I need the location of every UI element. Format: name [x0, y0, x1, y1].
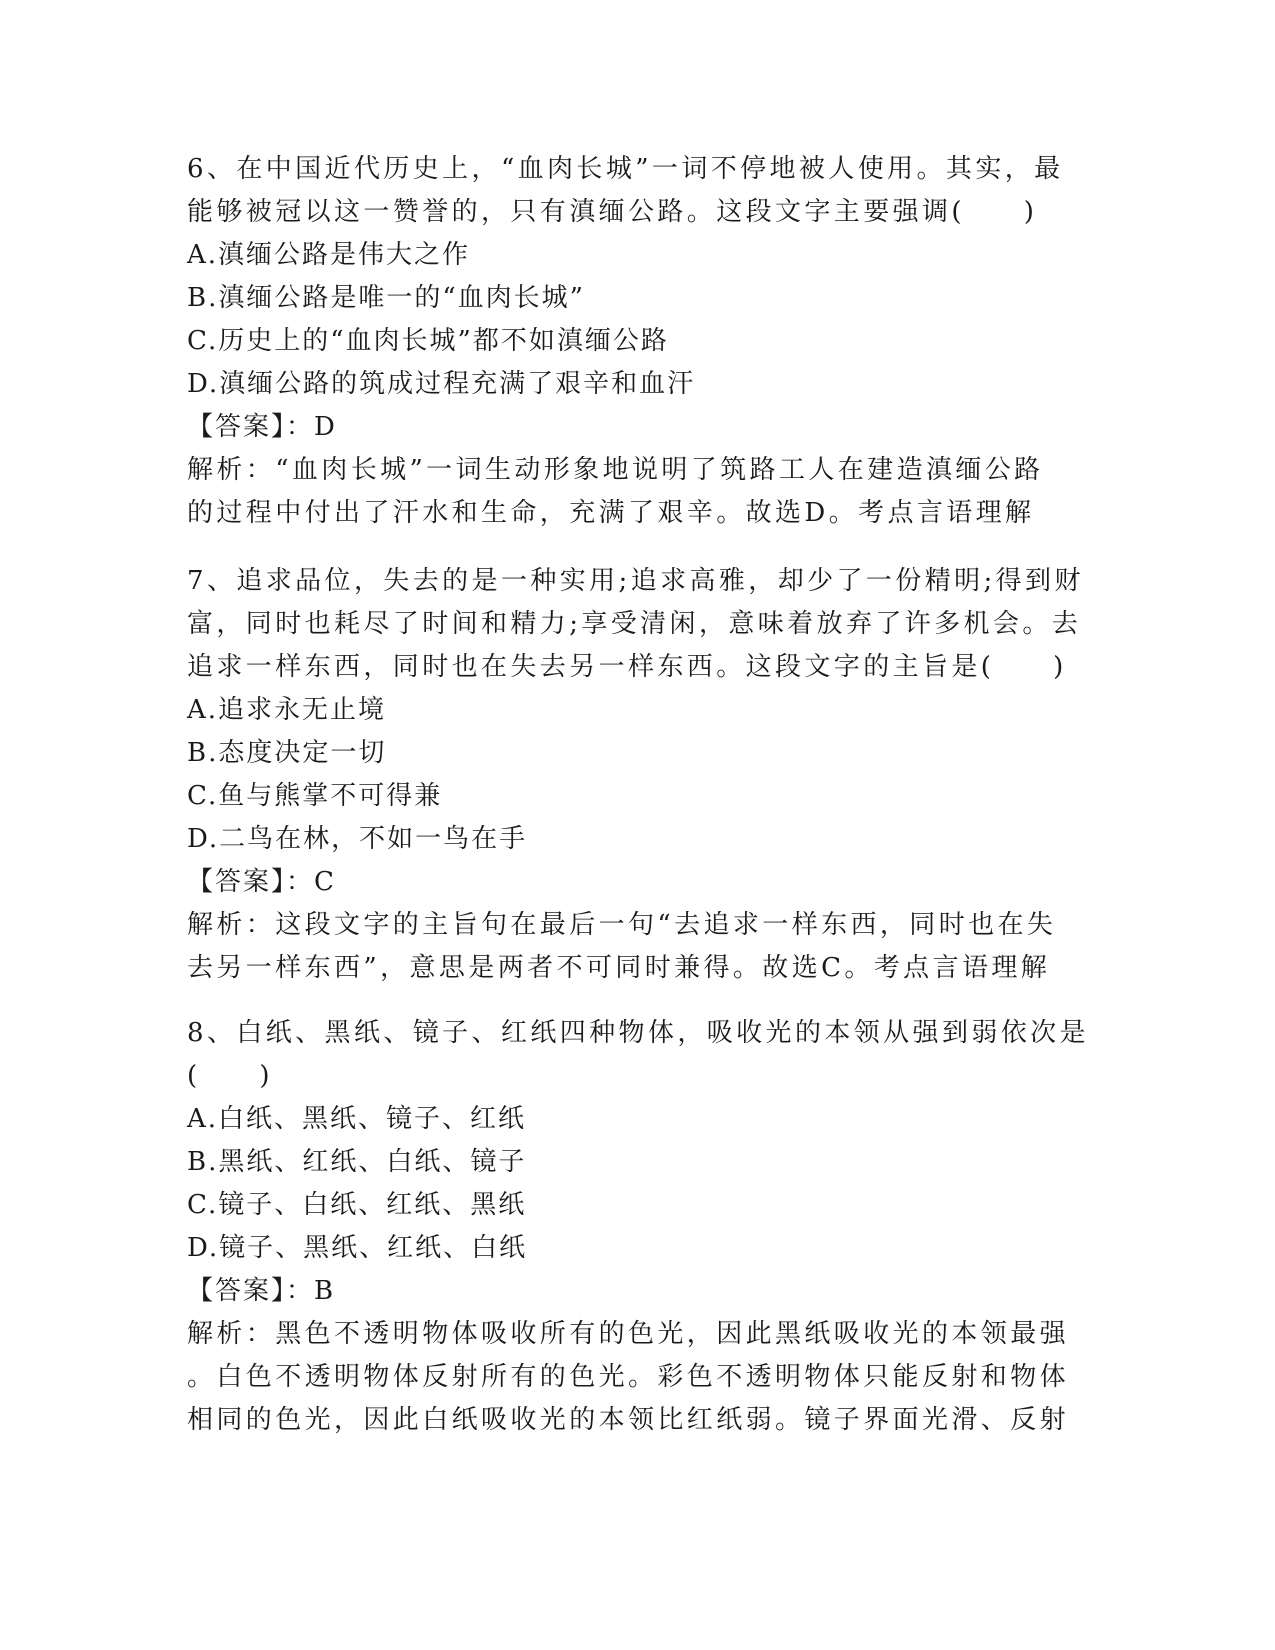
option-b: B.滇缅公路是唯一的“血肉长城”: [187, 283, 585, 313]
option-d: D.二鸟在林，不如一鸟在手: [187, 824, 528, 854]
option-d: D.滇缅公路的筑成过程充满了艰辛和血汗: [187, 369, 696, 399]
question-8: [187, 1012, 1089, 1442]
stem-line: 富，同时也耗尽了时间和精力;享受清闲，意味着放弃了许多机会。去: [187, 609, 1082, 639]
question-6: [187, 148, 1067, 535]
explanation-line: 去另一样东西”，意思是两者不可同时兼得。故选C。考点言语理解: [187, 953, 1051, 983]
option-a: A.滇缅公路是伟大之作: [187, 240, 471, 270]
explanation: [187, 1313, 1070, 1442]
question-stem: [187, 560, 1084, 689]
stem-line: 8、白纸、黑纸、镜子、红纸四种物体，吸收光的本领从强到弱依次是: [187, 1018, 1089, 1048]
explanation: [187, 449, 1067, 535]
stem-line: 能够被冠以这一赞誉的，只有滇缅公路。这段文字主要强调( ): [187, 197, 1038, 227]
question-stem: [187, 148, 1067, 234]
option-c: C.镜子、白纸、红纸、黑纸: [187, 1190, 527, 1220]
explanation-line: 解析：“血肉长城”一词生动形象地说明了筑路工人在建造滇缅公路: [187, 455, 1044, 485]
question-7: [187, 560, 1084, 990]
explanation-line: 。白色不透明物体反射所有的色光。彩色不透明物体只能反射和物体: [187, 1362, 1070, 1392]
explanation-line: 的过程中付出了汗水和生命，充满了艰辛。故选D。考点言语理解: [187, 498, 1035, 528]
answer-line: 【答案】：D: [187, 412, 337, 442]
explanation: [187, 904, 1067, 990]
stem-line: 6、在中国近代历史上，“血肉长城”一词不停地被人使用。其实，最: [187, 154, 1064, 184]
explanation-line: 解析：黑色不透明物体吸收所有的色光，因此黑纸吸收光的本领最强: [187, 1319, 1070, 1349]
explanation-line: 解析：这段文字的主旨句在最后一句“去追求一样东西，同时也在失: [187, 910, 1057, 940]
answer-line: 【答案】：C: [187, 867, 336, 897]
option-a: A.追求永无止境: [187, 695, 387, 725]
stem-line: 7、追求品位，失去的是一种实用;追求高雅，却少了一份精明;得到财: [187, 566, 1084, 596]
option-b: B.黑纸、红纸、白纸、镜子: [187, 1147, 527, 1177]
option-b: B.态度决定一切: [187, 738, 387, 768]
stem-line: 追求一样东西，同时也在失去另一样东西。这段文字的主旨是( ): [187, 652, 1067, 682]
question-stem: [187, 1012, 1089, 1098]
answer-line: 【答案】：B: [187, 1276, 336, 1306]
stem-line: ( ): [187, 1061, 273, 1091]
option-d: D.镜子、黑纸、红纸、白纸: [187, 1233, 528, 1263]
option-c: C.历史上的“血肉长城”都不如滇缅公路: [187, 326, 669, 356]
explanation-line: 相同的色光，因此白纸吸收光的本领比红纸弱。镜子界面光滑、反射: [187, 1405, 1070, 1435]
option-a: A.白纸、黑纸、镜子、红纸: [187, 1104, 527, 1134]
option-c: C.鱼与熊掌不可得兼: [187, 781, 443, 811]
